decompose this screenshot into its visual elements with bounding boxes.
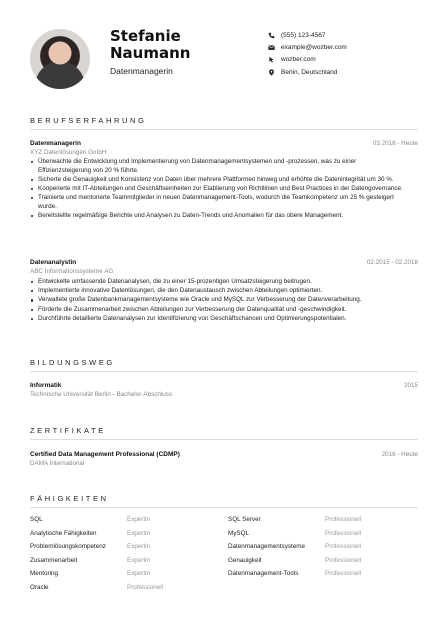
list-item: Implementierte innovative Datenlösungen, die den Datenaustausch zwischen Abteilungen optimierten. xyxy=(30,287,410,296)
education-school: Technische Universität Berlin - Bachelor-Abschluss xyxy=(30,391,173,398)
section-divider xyxy=(30,371,418,372)
section-title-education: BILDUNGSWEG xyxy=(30,358,115,367)
skill-level: Expertin xyxy=(127,556,151,564)
link-icon xyxy=(268,56,281,63)
list-item: Durchführte detaillierte Datenanalysen zur Identifizierung von Geschäftschancen und Optimierungspotentialen. xyxy=(30,315,410,324)
list-item: Verwaltete große Datenbankmanagementsysteme wie Oracle und MySQL zur Verbesserung der Datenverarbeitung. xyxy=(30,296,410,305)
section-divider xyxy=(30,507,418,508)
list-item: Förderte die Zusammenarbeit zwischen Abteilungen zur Verbesserung der Datenqualität und -geschwindigkeit. xyxy=(30,306,410,315)
job-company: XYZ Datenlösungen GmbH xyxy=(30,149,107,156)
skill-level: Professionell xyxy=(325,529,362,537)
skill-name: Problemlösungskompetenz xyxy=(30,543,106,551)
list-item: Entwickelte umfassende Datenanalysen, die zu einer 15-prozentigen Umsatzsteigerung beitrugen. xyxy=(30,278,410,287)
skill-name: MySQL xyxy=(228,529,249,537)
location-icon xyxy=(268,69,281,76)
contact-location-text: Berlin, Deutschland xyxy=(281,68,338,76)
skill-name: Zusammenarbeit xyxy=(30,556,78,564)
skill-name: SQL xyxy=(30,516,43,523)
section-divider xyxy=(30,129,418,130)
skill-name: Mentoring xyxy=(30,570,59,578)
skills-grid xyxy=(30,516,418,598)
job-role: Datenmanagerin xyxy=(110,66,173,76)
skill-name: Analytische Fähigkeiten xyxy=(30,529,97,537)
contact-phone xyxy=(268,29,438,41)
skill-row xyxy=(30,570,418,584)
section-title-experience: BERUFSERFAHRUNG xyxy=(30,116,147,125)
list-item: Sicherte die Genauigkeit und Konsistenz von Daten über mehrere Plattformen hinweg und erhöhte die Datenintegrität um 30 %. xyxy=(30,176,410,185)
job-date: 02.2015 - 02.2018 xyxy=(366,259,418,266)
certificate-issuer: DAMA International xyxy=(30,460,85,467)
skill-level: Expertin xyxy=(127,529,151,537)
skill-level: Professionell xyxy=(325,516,362,523)
list-item: Überwachte die Entwicklung und Implementierung von Datenmanagementsystemen und -prozessen, was zu einer Effizienzsteigerung von 20 % führte. xyxy=(30,158,410,175)
skill-name: SQL Server xyxy=(228,516,261,523)
job-title: Datenmanagerin xyxy=(30,140,81,147)
skill-row xyxy=(30,557,418,571)
job-date: 03.2018 - Heute xyxy=(372,140,418,147)
contact-list xyxy=(268,29,438,78)
contact-website-text[interactable]: wozber.com xyxy=(281,56,316,64)
skill-level: Expertin xyxy=(127,516,151,523)
skill-level: Professionell xyxy=(127,583,164,591)
section-title-certificates: ZERTIFIKATE xyxy=(30,426,106,435)
list-item: Kooperierte mit IT-Abteilungen und Geschäftseinheiten zur Etablierung von Richtlinien und Best Practices in der Datengovernance. xyxy=(30,185,410,194)
job-bullets xyxy=(30,278,410,324)
list-item: Bereitstellte regelmäßige Berichte und Analysen zu Daten-Trends und Anomalien für das obere Management. xyxy=(30,212,410,221)
skill-level: Professionell xyxy=(325,570,362,578)
skill-name: Oracle xyxy=(30,583,49,591)
education-date: 2015 xyxy=(403,382,418,389)
skill-level: Professionell xyxy=(325,543,362,551)
profile-photo xyxy=(30,29,90,89)
skill-level: Expertin xyxy=(127,570,151,578)
contact-website xyxy=(268,54,438,66)
skill-row xyxy=(30,516,418,530)
contact-email-text[interactable]: example@wozber.com xyxy=(281,43,347,51)
skill-row xyxy=(30,530,418,544)
email-icon xyxy=(268,44,281,51)
list-item: Trainierte und mentorierte Teammitglieder in neuen Datenmanagement-Tools, wodurch die Teamkompetenz um 25 % gesteigert wurde. xyxy=(30,194,410,211)
education-degree: Informatik xyxy=(30,382,62,389)
skill-level: Expertin xyxy=(127,543,151,551)
contact-email xyxy=(268,41,438,53)
skill-name: Genauigkeit xyxy=(228,556,262,564)
certificate-date: 2016 - Heute xyxy=(381,451,418,458)
job-title: Datenanalystin xyxy=(30,259,77,266)
job-company: ABC Informationssysteme AG xyxy=(30,268,114,275)
contact-location xyxy=(268,66,438,78)
section-title-skills: FÄHIGKEITEN xyxy=(30,494,109,503)
name-last: Naumann xyxy=(110,44,191,62)
job-bullets xyxy=(30,158,410,221)
skill-row xyxy=(30,543,418,557)
skill-row xyxy=(30,584,418,598)
name-first: Stefanie xyxy=(110,27,181,45)
skill-name: Datenmanagementsysteme xyxy=(228,543,306,551)
phone-icon xyxy=(268,32,281,39)
candidate-name xyxy=(110,28,230,62)
certificate-name: Certified Data Management Professional (CDMP) xyxy=(30,451,180,458)
skill-level: Professionell xyxy=(325,556,362,564)
skill-name: Datenmanagement-Tools xyxy=(228,570,299,578)
section-divider xyxy=(30,439,418,440)
contact-phone-text: (555) 123-4567 xyxy=(281,31,326,39)
